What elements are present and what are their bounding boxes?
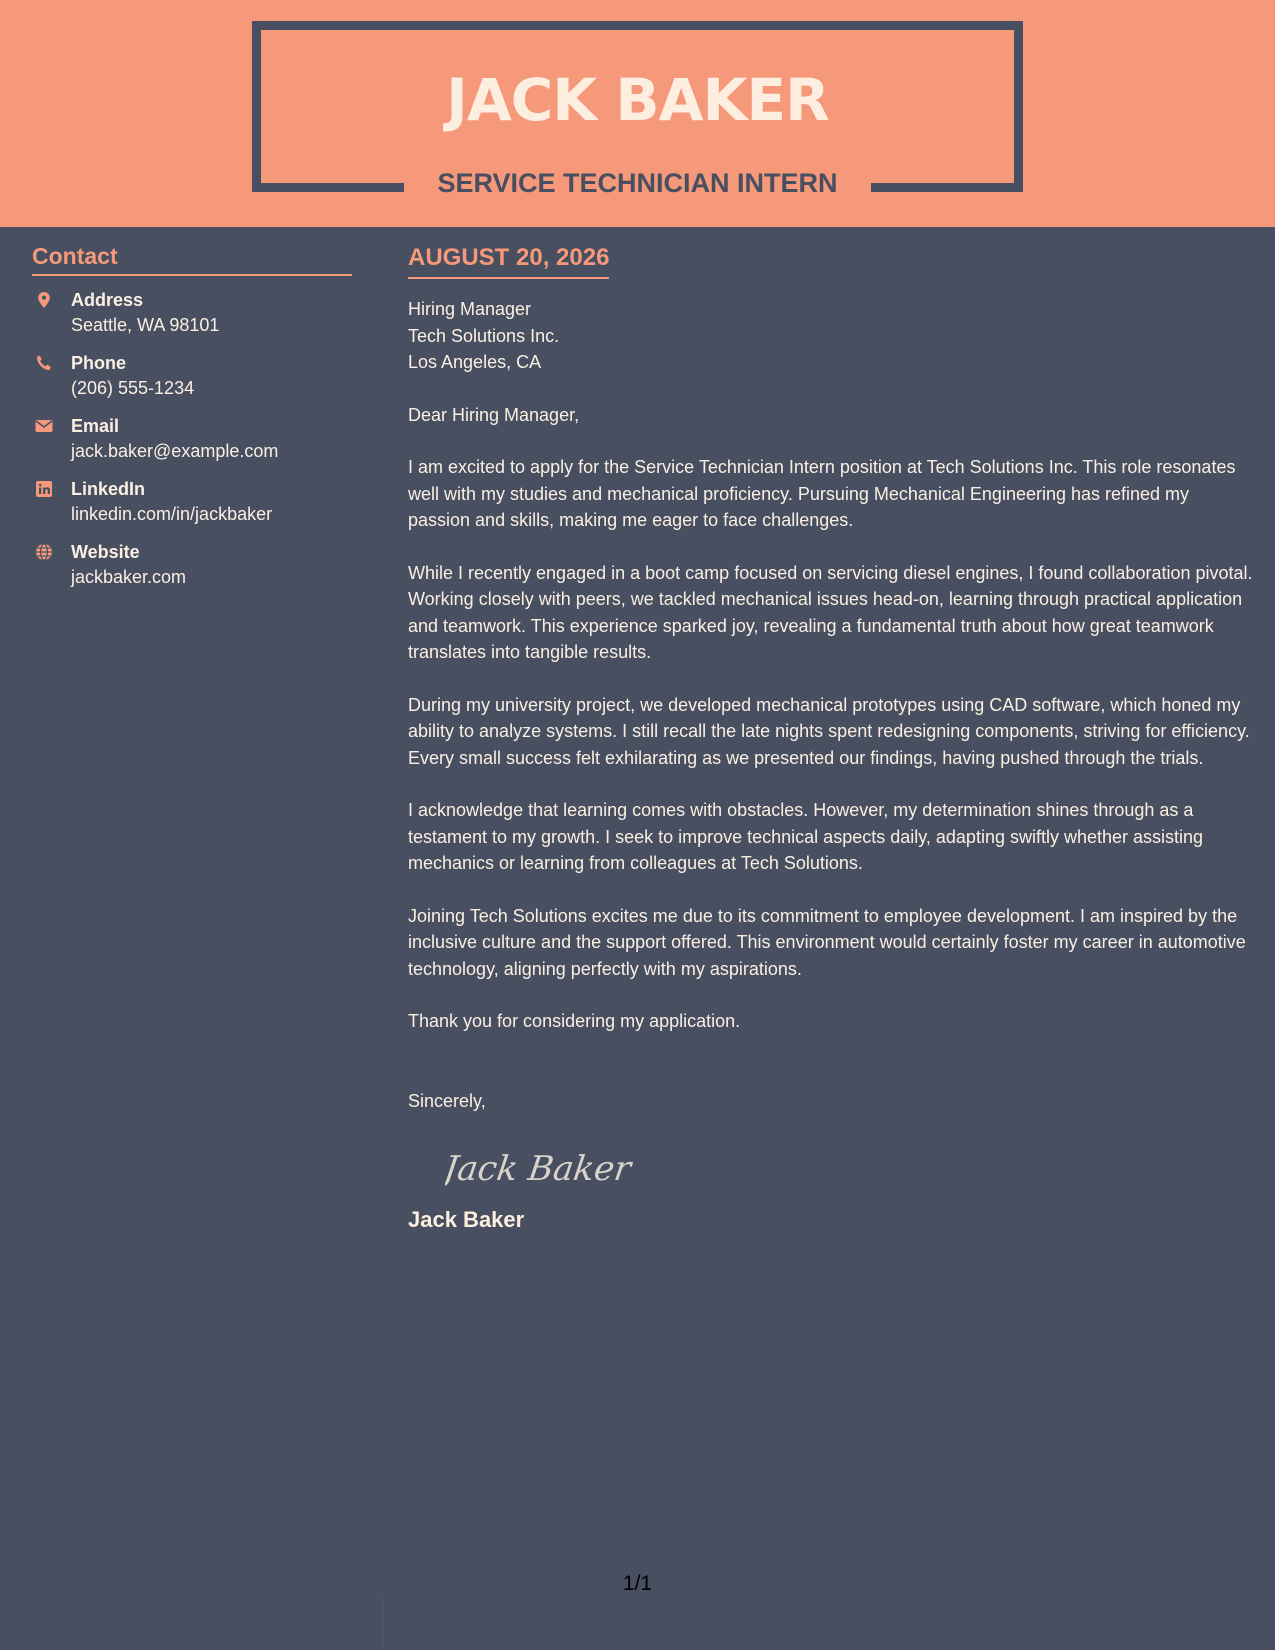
- contact-value[interactable]: jackbaker.com: [71, 567, 187, 587]
- contact-label: Phone: [71, 353, 127, 373]
- job-title: SERVICE TECHNICIAN INTERN: [404, 164, 871, 202]
- linkedin-icon: [35, 480, 53, 498]
- handwritten-signature: [445, 1134, 1253, 1198]
- map-pin-icon: [35, 291, 53, 309]
- letter-paragraph: I acknowledge that learning comes with obstacles. However, my determination shines through as a testament to my growth. I seek to improve technical aspects daily, adapting swiftly whether assisting mechanics or learning from colleagues at Tech Solutions.: [408, 800, 1204, 873]
- contact-heading: Contact: [32, 240, 352, 276]
- contact-item-email: [32, 414, 352, 465]
- recipient-location: Los Angeles, CA: [408, 352, 542, 372]
- letter-paragraph: Thank you for considering my application.: [408, 1011, 741, 1031]
- recipient-name: Hiring Manager: [408, 299, 532, 319]
- contact-item-phone: [32, 351, 352, 402]
- recipient-company: Tech Solutions Inc.: [408, 325, 560, 346]
- contact-label: Email: [71, 416, 120, 436]
- contact-item-website: [32, 540, 352, 591]
- contact-value[interactable]: linkedin.com/in/jackbaker: [71, 504, 273, 524]
- candidate-name: JACK BAKER: [446, 66, 829, 134]
- contact-item-address: [32, 288, 352, 339]
- contact-sidebar: [32, 240, 352, 603]
- phone-icon: [35, 354, 53, 372]
- letter-paragraph: Joining Tech Solutions excites me due to its commitment to employee development. I am inspired by the inclusive culture and the support offered. This environment would certainly foster my career in automotive technology, aligning perfectly with my aspirations.: [408, 905, 1246, 979]
- contact-list: [32, 288, 352, 591]
- letter-paragraph: While I recently engaged in a boot camp focused on servicing diesel engines, I found collaboration pivotal. Working closely with peers, we tackled mechanical issues head-on, learning through practical application and teamwork. This experience sparked joy, revealing a fundamental truth about how great teamwork translates into tangible results.: [408, 562, 1253, 662]
- signature-graphic: [445, 1134, 645, 1198]
- signed-name: Jack Baker: [408, 1207, 525, 1232]
- salutation: Dear Hiring Manager,: [408, 404, 580, 425]
- contact-value: (206) 555-1234: [71, 378, 195, 398]
- letter-paragraph: During my university project, we developed mechanical prototypes using CAD software, which honed my ability to analyze systems. I still recall the late nights spent redesigning components, striving for efficiency. Every small success felt exhilarating as we presented our findings, having pushed through the trials.: [408, 694, 1250, 768]
- page-number: 1/1: [622, 1572, 653, 1595]
- letter-paragraph: I am excited to apply for the Service Technician Intern position at Tech Solutions Inc. This role resonates well with my studies and mechanical proficiency. Pursuing Mechanical Engineering has refined my passion and skills, making me eager to face challenges.: [408, 457, 1236, 530]
- contact-label: Website: [71, 542, 140, 562]
- closing: Sincerely,: [408, 1090, 486, 1111]
- contact-item-linkedin: [32, 477, 352, 528]
- envelope-icon: [35, 417, 53, 435]
- contact-value[interactable]: jack.baker@example.com: [71, 441, 279, 461]
- column-divider: [382, 1598, 383, 1650]
- contact-label: Address: [71, 290, 144, 310]
- letter-date: AUGUST 20, 2026: [408, 241, 609, 279]
- contact-value: Seattle, WA 98101: [71, 315, 220, 335]
- recipient-block: [408, 296, 1253, 376]
- contact-label: LinkedIn: [71, 479, 146, 499]
- header-band: [0, 0, 1275, 227]
- letter-body: [408, 241, 1253, 1235]
- globe-icon: [35, 543, 53, 561]
- signature-text: Jack Baker: [445, 1149, 634, 1189]
